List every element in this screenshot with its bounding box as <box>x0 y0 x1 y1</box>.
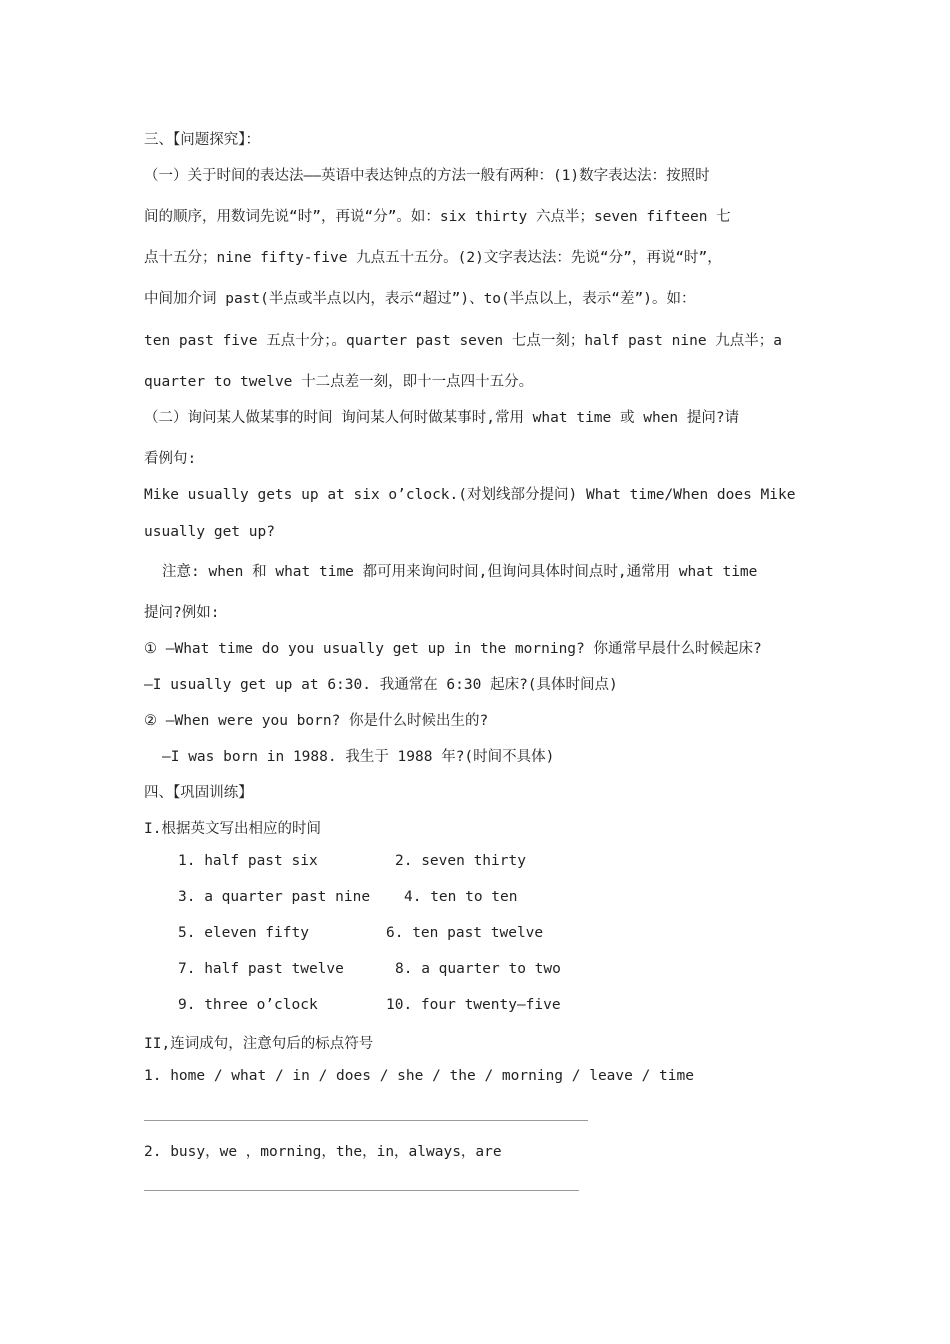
part1-line-5: ten past five 五点十分；。quarter past seven 七点一刻；half past nine 九点半；a <box>144 333 783 349</box>
section-3-heading: 三、【问题探究】： <box>144 132 260 148</box>
exercise-2-title: II,连词成句，注意句后的标点符号 <box>144 1036 374 1052</box>
exercise-2-item-1: 1. home / what / in / does / she / the / morning / leave / time <box>144 1068 694 1084</box>
exercise-1-item-9: 9. three o’clock <box>178 997 318 1013</box>
part2-line-4: usually get up? <box>144 524 275 540</box>
exercise-1-item-7: 7. half past twelve <box>178 961 344 977</box>
part1-line-4: 中间加介词 past(半点或半点以内，表示“超过”)、to(半点以上，表示“差”)。如： <box>144 291 696 307</box>
exercise-1-title: I.根据英文写出相应的时间 <box>144 821 321 837</box>
part1-line-3: 点十五分；nine fifty-five 九点五十五分。(2)文字表达法：先说“分”，再说“时”， <box>144 250 722 266</box>
section-4-heading: 四、【巩固训练】 <box>144 785 253 801</box>
exercise-2-item-2: 2. busy，we ，morning，the，in，always，are <box>144 1144 502 1160</box>
part1-line-2: 间的顺序，用数词先说“时”，再说“分”。如：six thirty 六点半；seven fifteen 七 <box>144 209 731 225</box>
exercise-1-item-5: 5. eleven fifty <box>178 925 309 941</box>
part2-line-1: （二）询问某人做某事的时间 询问某人何时做某事时,常用 what time 或 when 提问?请 <box>144 410 740 426</box>
part1-line-1: （一）关于时间的表达法——英语中表达钟点的方法一般有两种：(1)数字表达法：按照时 <box>144 168 710 184</box>
exercise-1-item-6: 6. ten past twelve <box>386 925 544 941</box>
exercise-1-item-10: 10. four twenty—five <box>386 997 561 1013</box>
note-line-2: 提问?例如: <box>144 605 220 621</box>
example-2-question: ② —When were you born? 你是什么时候出生的? <box>144 713 489 729</box>
part2-line-2: 看例句: <box>144 451 197 467</box>
exercise-1-item-8: 8. a quarter to two <box>395 961 561 977</box>
answer-line-2[interactable] <box>144 1190 579 1191</box>
exercise-1-item-4: 4. ten to ten <box>404 889 518 905</box>
example-2-answer: —I was born in 1988. 我生于 1988 年?(时间不具体) <box>162 749 555 765</box>
exercise-1-item-2: 2. seven thirty <box>395 853 526 869</box>
part2-line-3: Mike usually gets up at six o’clock.(对划线部分提问) What time/When does Mike <box>144 487 796 503</box>
exercise-1-item-1: 1. half past six <box>178 853 318 869</box>
answer-line-1[interactable] <box>144 1120 588 1121</box>
part1-line-6: quarter to twelve 十二点差一刻，即十一点四十五分。 <box>144 374 534 390</box>
exercise-1-item-3: 3. a quarter past nine <box>178 889 371 905</box>
example-1-question: ① —What time do you usually get up in the morning? 你通常早晨什么时候起床? <box>144 641 762 657</box>
example-1-answer: —I usually get up at 6:30. 我通常在 6:30 起床?(具体时间点) <box>144 677 618 693</box>
note-line-1: 注意: when 和 what time 都可用来询问时间,但询问具体时间点时,通常用 what time <box>162 564 758 580</box>
